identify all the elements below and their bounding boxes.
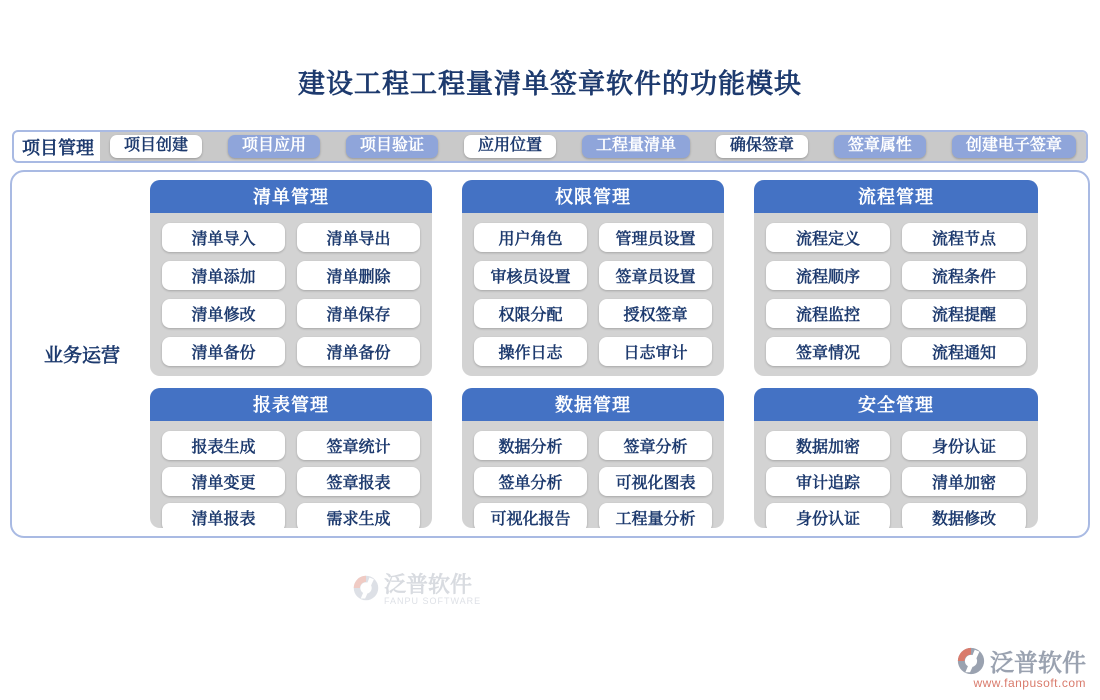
module-button-5-1[interactable]: 数据分析 xyxy=(474,431,587,460)
module-button-5-6[interactable]: 工程量分析 xyxy=(599,503,712,528)
module-button-2-8[interactable]: 日志审计 xyxy=(599,337,712,366)
module-button-6-5[interactable]: 身份认证 xyxy=(766,503,890,528)
module-button-1-1[interactable]: 清单导入 xyxy=(162,223,285,252)
module-button-1-4[interactable]: 清单删除 xyxy=(297,261,420,290)
module-button-3-7[interactable]: 签章情况 xyxy=(766,337,890,366)
module-button-3-8[interactable]: 流程通知 xyxy=(902,337,1026,366)
module-group-3 xyxy=(754,180,1038,376)
group-header-6: 安全管理 xyxy=(754,388,1038,421)
module-button-3-3[interactable]: 流程顺序 xyxy=(766,261,890,290)
module-button-1-5[interactable]: 清单修改 xyxy=(162,299,285,328)
module-button-6-6[interactable]: 数据修改 xyxy=(902,503,1026,528)
module-group-6 xyxy=(754,388,1038,528)
group-header-1: 清单管理 xyxy=(150,180,432,213)
watermark-subtext: FANPU SOFTWARE xyxy=(384,596,482,606)
group-body-5 xyxy=(462,421,724,528)
module-button-1-3[interactable]: 清单添加 xyxy=(162,261,285,290)
module-button-2-6[interactable]: 授权签章 xyxy=(599,299,712,328)
topbar-button-5[interactable]: 工程量清单 xyxy=(582,135,690,158)
module-group-2 xyxy=(462,180,724,376)
module-button-4-3[interactable]: 清单变更 xyxy=(162,467,285,496)
module-button-6-3[interactable]: 审计追踪 xyxy=(766,467,890,496)
module-button-2-1[interactable]: 用户角色 xyxy=(474,223,587,252)
module-group-5 xyxy=(462,388,724,528)
fanpu-logo-brand: 泛普软件 xyxy=(990,651,1086,677)
watermark-fanpu-icon xyxy=(352,574,380,602)
group-header-2: 权限管理 xyxy=(462,180,724,213)
module-button-3-6[interactable]: 流程提醒 xyxy=(902,299,1026,328)
module-button-3-4[interactable]: 流程条件 xyxy=(902,261,1026,290)
project-management-bar xyxy=(12,130,1088,163)
group-header-3: 流程管理 xyxy=(754,180,1038,213)
module-groups xyxy=(150,180,1038,528)
module-button-6-1[interactable]: 数据加密 xyxy=(766,431,890,460)
topbar-button-8[interactable]: 创建电子签章 xyxy=(952,135,1076,158)
group-body-3 xyxy=(754,213,1038,376)
group-body-1 xyxy=(150,213,432,376)
topbar-button-1[interactable]: 项目创建 xyxy=(110,135,202,158)
group-header-4: 报表管理 xyxy=(150,388,432,421)
module-button-4-1[interactable]: 报表生成 xyxy=(162,431,285,460)
topbar-button-6[interactable]: 确保签章 xyxy=(716,135,808,158)
module-button-1-7[interactable]: 清单备份 xyxy=(162,337,285,366)
fanpu-logo-url: www.fanpusoft.com xyxy=(973,676,1086,690)
module-button-4-6[interactable]: 需求生成 xyxy=(297,503,420,528)
module-button-2-4[interactable]: 签章员设置 xyxy=(599,261,712,290)
module-button-1-6[interactable]: 清单保存 xyxy=(297,299,420,328)
business-operation-label: 业务运营 xyxy=(43,345,120,367)
module-button-3-5[interactable]: 流程监控 xyxy=(766,299,890,328)
module-button-5-2[interactable]: 签章分析 xyxy=(599,431,712,460)
module-group-1 xyxy=(150,180,432,376)
module-button-5-5[interactable]: 可视化报告 xyxy=(474,503,587,528)
module-group-4 xyxy=(150,388,432,528)
module-button-1-2[interactable]: 清单导出 xyxy=(297,223,420,252)
watermark xyxy=(352,574,481,606)
group-body-4 xyxy=(150,421,432,528)
module-button-3-2[interactable]: 流程节点 xyxy=(902,223,1026,252)
fanpu-logo xyxy=(956,643,1086,690)
module-button-5-3[interactable]: 签单分析 xyxy=(474,467,587,496)
fanpu-logo-icon xyxy=(956,646,986,676)
topbar-button-7[interactable]: 签章属性 xyxy=(834,135,926,158)
topbar-button-3[interactable]: 项目验证 xyxy=(346,135,438,158)
watermark-brand: 泛普软件 xyxy=(384,572,473,597)
business-operation-panel xyxy=(10,170,1090,606)
project-management-label: 项目管理 xyxy=(22,137,94,158)
module-button-1-8[interactable]: 清单备份 xyxy=(297,337,420,366)
module-button-2-7[interactable]: 操作日志 xyxy=(474,337,587,366)
module-button-3-1[interactable]: 流程定义 xyxy=(766,223,890,252)
page-title: 建设工程工程量清单签章软件的功能模块 xyxy=(298,69,802,99)
module-button-5-4[interactable]: 可视化图表 xyxy=(599,467,712,496)
module-button-4-4[interactable]: 签章报表 xyxy=(297,467,420,496)
group-body-6 xyxy=(754,421,1038,528)
module-button-6-2[interactable]: 身份认证 xyxy=(902,431,1026,460)
module-button-2-5[interactable]: 权限分配 xyxy=(474,299,587,328)
topbar-button-2[interactable]: 项目应用 xyxy=(228,135,320,158)
topbar-button-4[interactable]: 应用位置 xyxy=(464,135,556,158)
module-button-4-5[interactable]: 清单报表 xyxy=(162,503,285,528)
module-button-6-4[interactable]: 清单加密 xyxy=(902,467,1026,496)
group-body-2 xyxy=(462,213,724,376)
module-button-2-3[interactable]: 审核员设置 xyxy=(474,261,587,290)
group-header-5: 数据管理 xyxy=(462,388,724,421)
project-management-button-strip xyxy=(100,132,1086,161)
module-button-2-2[interactable]: 管理员设置 xyxy=(599,223,712,252)
module-button-4-2[interactable]: 签章统计 xyxy=(297,431,420,460)
